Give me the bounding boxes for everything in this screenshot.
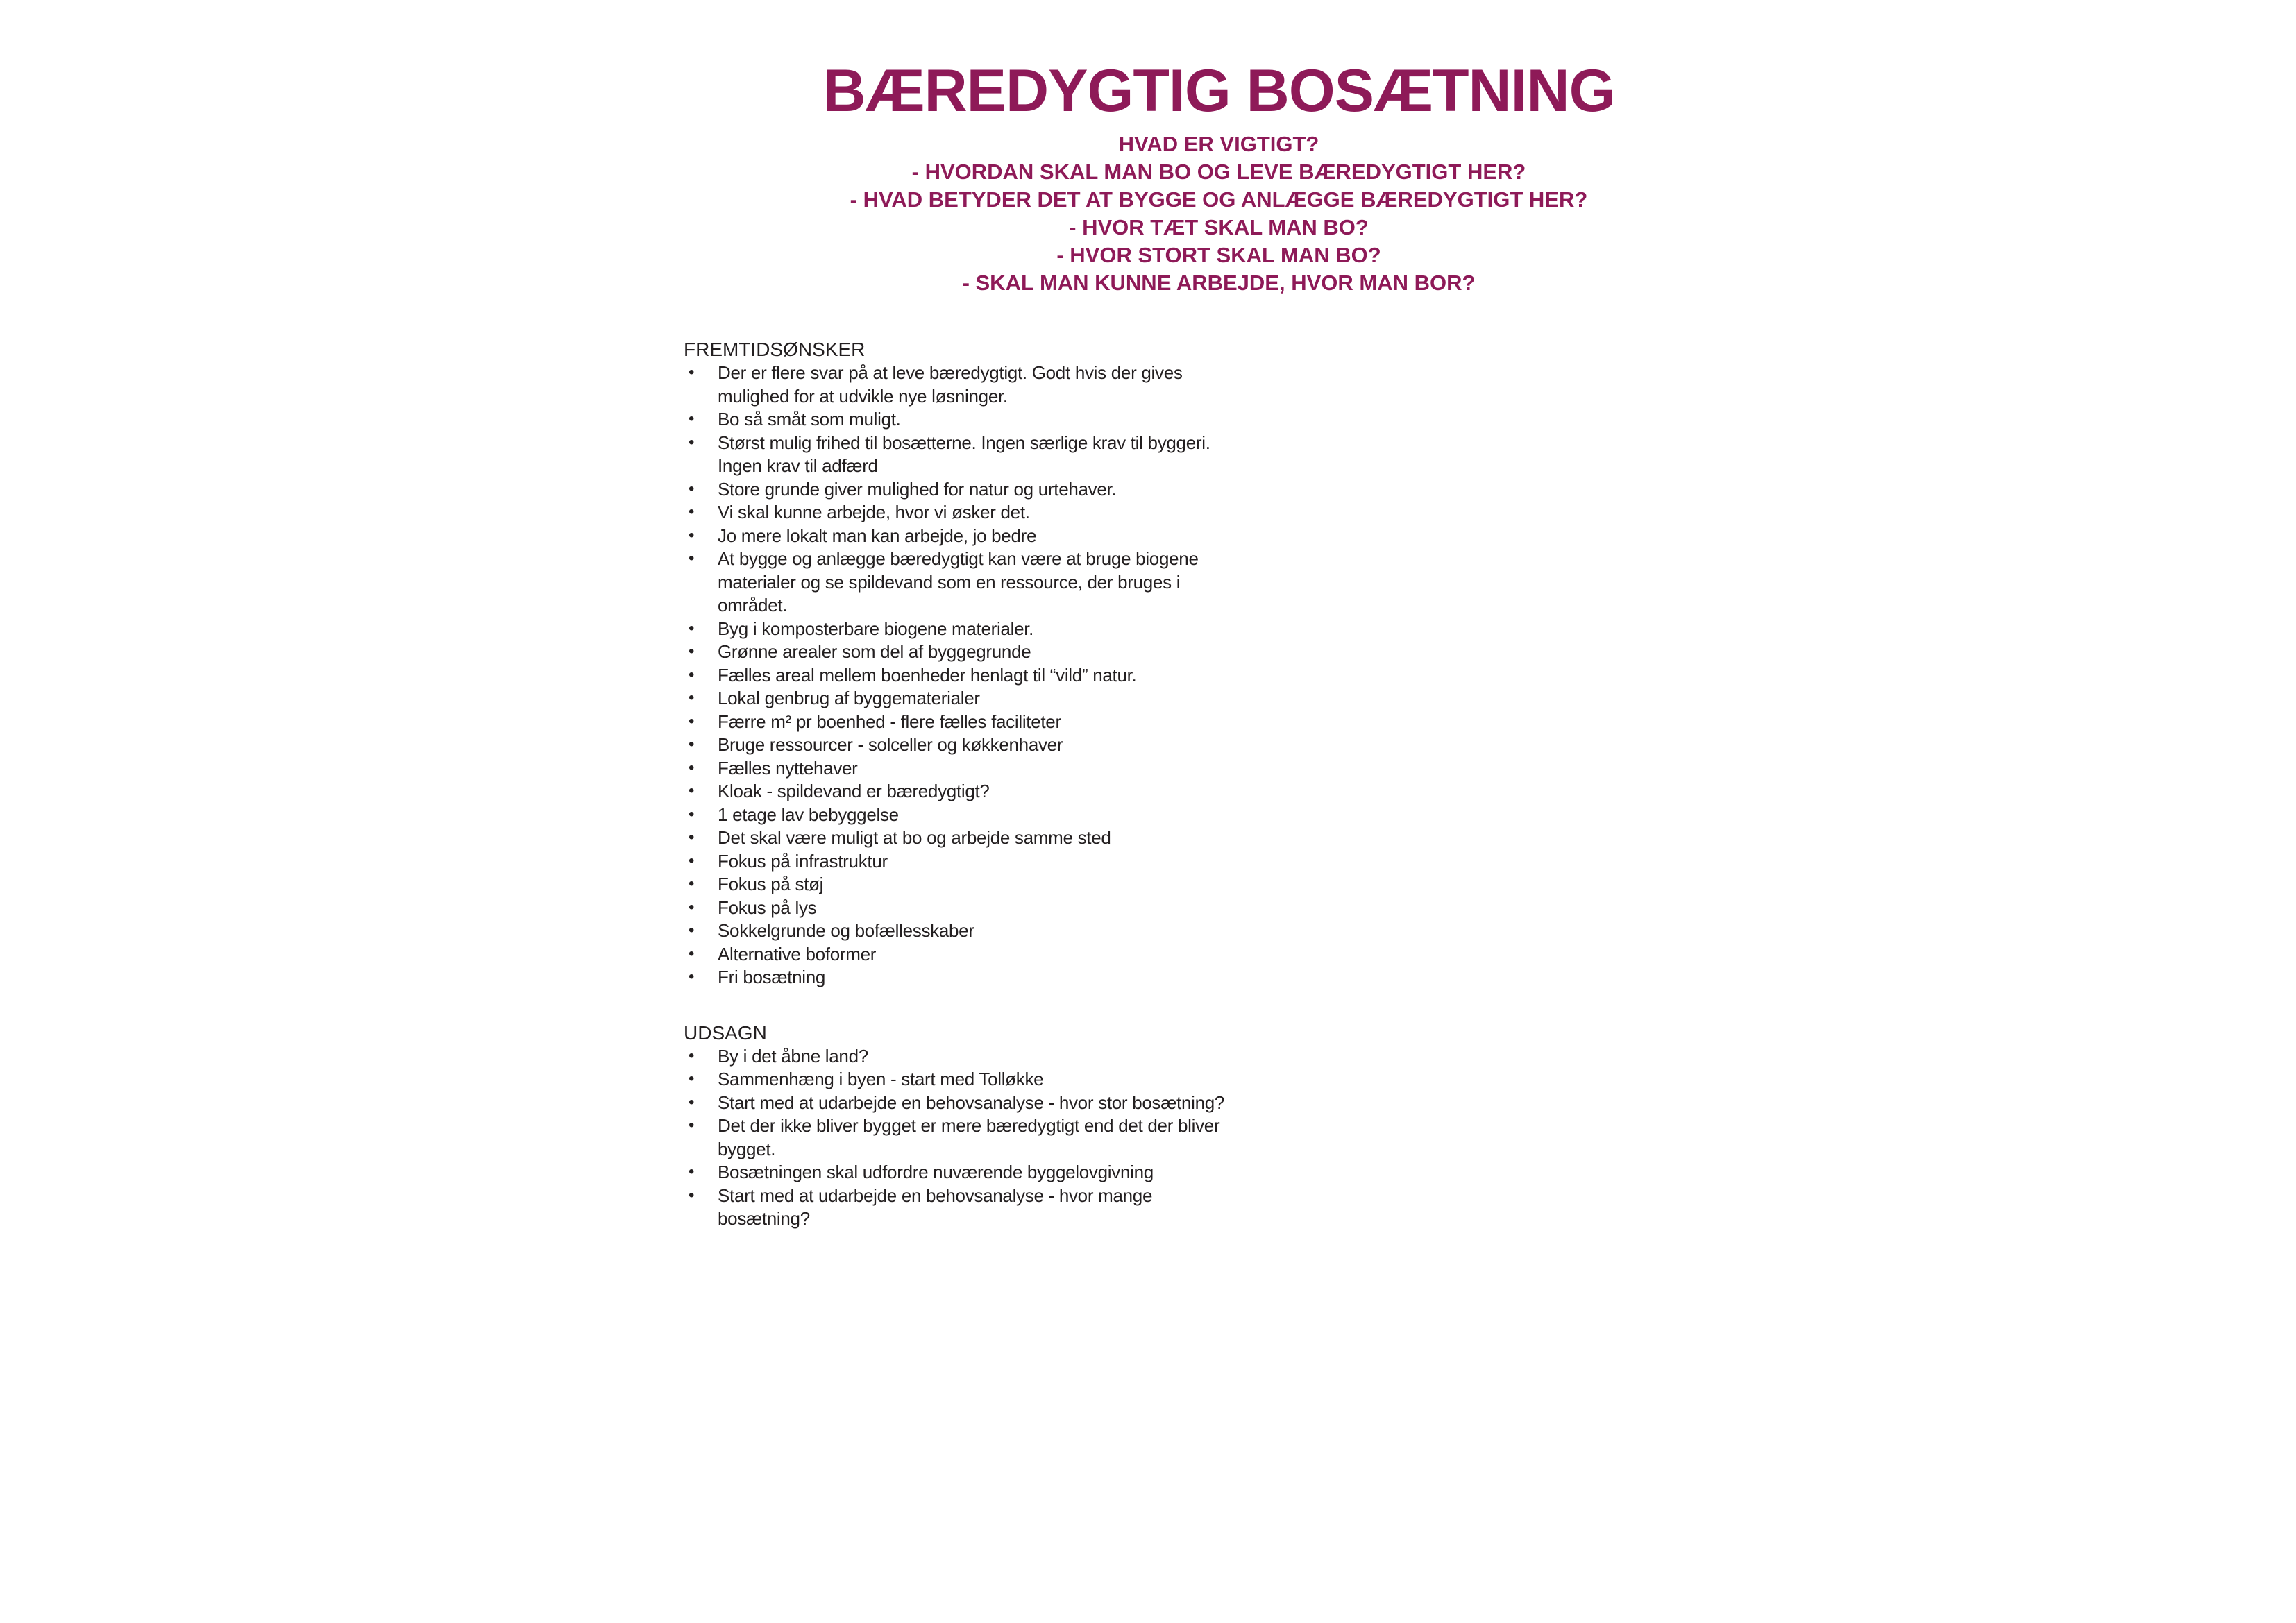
section-udsagn [684,1021,1239,1231]
subtitle-line: - HVOR STORT SKAL MAN BO? [1056,243,1381,267]
content-column [684,338,1239,1231]
bullet-list-udsagn [684,1045,1239,1231]
subtitle-line: HVAD ER VIGTIGT? [1118,132,1319,156]
list-item: • Fælles nyttehaver [684,757,1239,781]
subtitle-line: - HVOR TÆT SKAL MAN BO? [1069,215,1369,239]
list-item: • By i det åbne land? [684,1045,1239,1069]
list-item: • Størst mulig frihed til bosætterne. Ingen særlige krav til byggeri. Ingen krav til adfærd [684,432,1239,478]
section-fremtidsoensker [684,338,1239,989]
subtitle-line: - SKAL MAN KUNNE ARBEJDE, HVOR MAN BOR? [962,271,1476,295]
list-item: • Færre m² pr boenhed - flere fælles faciliteter [684,711,1239,734]
list-item: • Byg i komposterbare biogene materialer. [684,618,1239,641]
list-item: • At bygge og anlægge bæredygtigt kan være at bruge biogene materialer og se spildevand som en ressource, der bruges i området. [684,547,1239,618]
list-item: • Lokal genbrug af byggematerialer [684,687,1239,711]
list-item: • Grønne arealer som del af byggegrunde [684,640,1239,664]
list-item: • Bo så småt som muligt. [684,408,1239,432]
list-item: • 1 etage lav bebyggelse [684,804,1239,827]
list-item: • Store grunde giver mulighed for natur og urtehaver. [684,478,1239,502]
list-item: • Jo mere lokalt man kan arbejde, jo bedre [684,525,1239,548]
list-item: • Start med at udarbejde en behovsanalyse - hvor mange bosætning? [684,1184,1239,1231]
subtitle-line: - HVORDAN SKAL MAN BO OG LEVE BÆREDYGTIGT HER? [911,160,1526,184]
title-block [386,58,2052,297]
list-item: • Vi skal kunne arbejde, hvor vi øsker det. [684,501,1239,525]
page-title: BÆREDYGTIG BOSÆTNING [822,58,1615,124]
list-item: • Bosætningen skal udfordre nuværende byggelovgivning [684,1161,1239,1184]
list-item: • Alternative boformer [684,943,1239,967]
list-item: • Bruge ressourcer - solceller og køkkenhaver [684,733,1239,757]
subtitle-line: - HVAD BETYDER DET AT BYGGE OG ANLÆGGE BÆREDYGTIGT HER? [850,187,1588,212]
section-heading: FREMTIDSØNSKER [684,339,866,360]
list-item: • Det skal være muligt at bo og arbejde samme sted [684,826,1239,850]
list-item: • Fokus på lys [684,897,1239,920]
list-item: • Fælles areal mellem boenheder henlagt til “vild” natur. [684,664,1239,688]
list-item: • Sokkelgrunde og bofællesskaber [684,919,1239,943]
list-item: • Fokus på infrastruktur [684,850,1239,874]
bullet-list-fremtidsoensker [684,362,1239,989]
list-item: • Det der ikke bliver bygget er mere bæredygtigt end det der bliver bygget. [684,1114,1239,1161]
list-item: • Sammenhæng i byen - start med Tolløkke [684,1068,1239,1091]
list-item: • Start med at udarbejde en behovsanalyse - hvor stor bosætning? [684,1091,1239,1115]
list-item: • Fokus på støj [684,873,1239,897]
section-heading: UDSAGN [684,1021,767,1044]
subtitle-lines [386,130,2052,297]
list-item: • Kloak - spildevand er bæredygtigt? [684,780,1239,804]
list-item: • Fri bosætning [684,966,1239,989]
list-item: • Der er flere svar på at leve bæredygtigt. Godt hvis der gives mulighed for at udvikle nye løsninger. [684,362,1239,408]
